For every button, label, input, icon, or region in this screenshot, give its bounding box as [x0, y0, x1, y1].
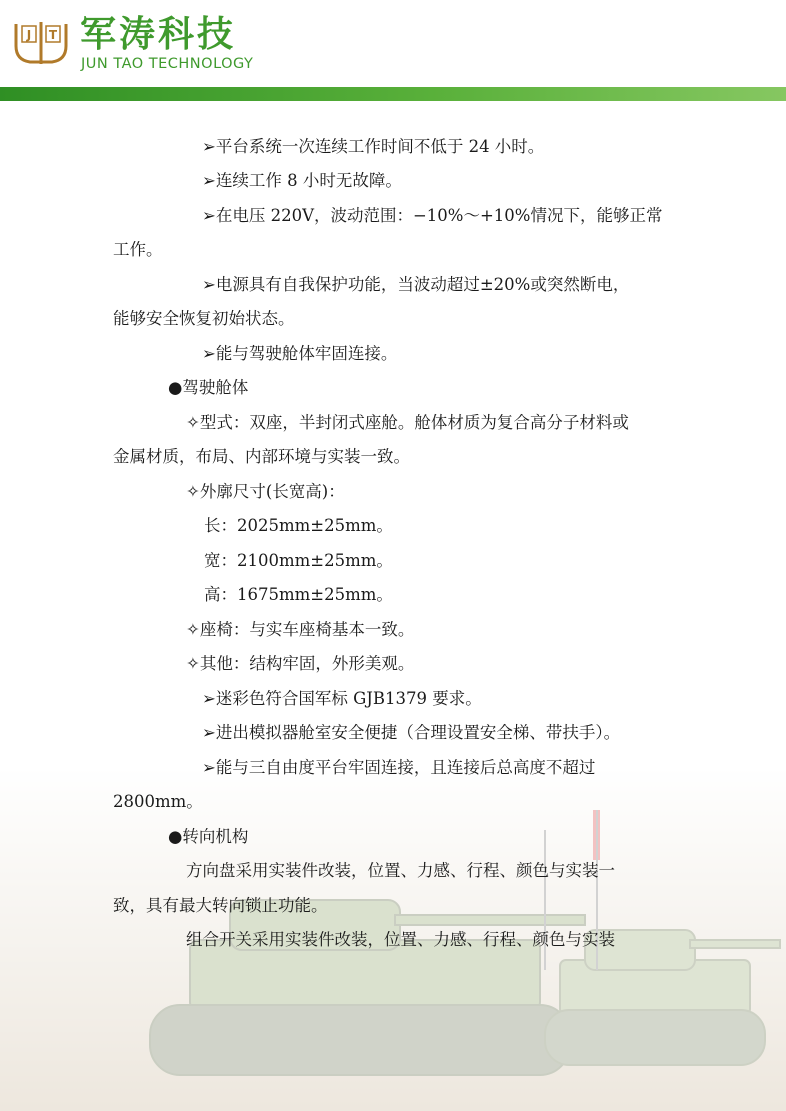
text-line: 组合开关采用实装件改装，位置、力感、行程、颜色与实装: [186, 930, 615, 949]
section-heading: ●驾驶舱体: [168, 378, 249, 397]
text-line: 致，具有最大转向锁止功能。: [113, 896, 328, 915]
text-line: ➢连续工作 8 小时无故障。: [202, 171, 402, 190]
text-line: 宽：2100mm±25mm。: [204, 551, 393, 570]
header-divider-bar: [0, 87, 786, 101]
logo-letter-t: T: [48, 28, 58, 42]
text-line: 金属材质，布局、内部环境与实装一致。: [113, 447, 410, 466]
text-line: ➢进出模拟器舱室安全便捷（合理设置安全梯、带扶手）。: [202, 723, 621, 742]
text-line: 高：1675mm±25mm。: [204, 585, 393, 604]
brand-name-cn: 军涛科技: [80, 14, 237, 55]
text-line: ➢迷彩色符合国军标 GJB1379 要求。: [202, 689, 482, 708]
text-line: ✧座椅：与实车座椅基本一致。: [186, 620, 415, 639]
text-line: 长：2025mm±25mm。: [204, 516, 393, 535]
page-header: [0, 0, 786, 100]
text-line: ✧外廓尺寸(长宽高)：: [186, 482, 345, 501]
brand-name-en: JUN TAO TECHNOLOGY: [81, 56, 254, 72]
section-heading: ●转向机构: [168, 827, 249, 846]
text-line: 能够安全恢复初始状态。: [113, 309, 295, 328]
text-line: ➢平台系统一次连续工作时间不低于 24 小时。: [202, 137, 545, 156]
logo-letter-j: J: [26, 28, 32, 42]
text-line: ✧型式：双座，半封闭式座舱。舱体材质为复合高分子材料或: [186, 413, 629, 432]
text-line: ➢在电压 220V，波动范围：−10%～+10%情况下，能够正常: [202, 206, 663, 225]
text-line: ✧其他：结构牢固，外形美观。: [186, 654, 415, 673]
text-line: 工作。: [113, 240, 163, 259]
text-line: ➢电源具有自我保护功能，当波动超过±20%或突然断电，: [202, 275, 630, 294]
text-line: 方向盘采用实装件改装，位置、力感、行程、颜色与实装一: [186, 861, 615, 880]
company-logo-icon: [12, 20, 70, 68]
text-line: ➢能与驾驶舱体牢固连接。: [202, 344, 398, 363]
text-line: 2800mm。: [113, 792, 203, 811]
text-line: ➢能与三自由度平台牢固连接，且连接后总高度不超过: [202, 758, 596, 777]
